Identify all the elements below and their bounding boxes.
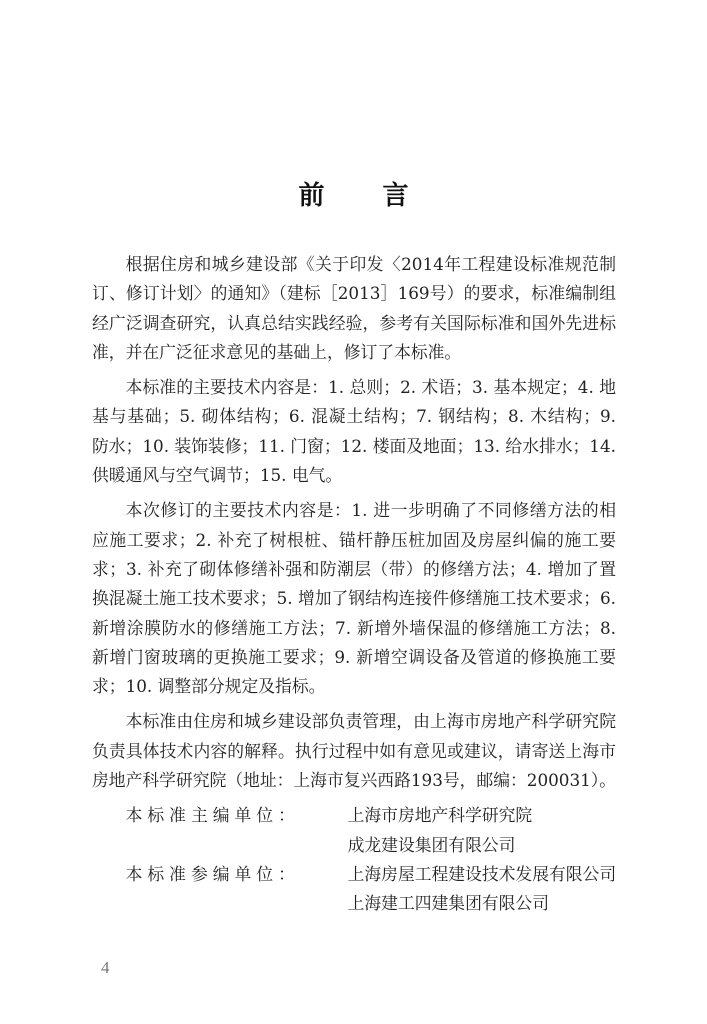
organization-list bbox=[92, 801, 616, 918]
chief-unit-1: 上海市房地产科学研究院 bbox=[347, 805, 533, 826]
chief-unit-2: 成龙建设集团有限公司 bbox=[347, 834, 516, 855]
participating-unit-row-2 bbox=[92, 889, 616, 918]
participating-unit-label: 本标准参编单位： bbox=[125, 863, 300, 884]
participating-unit-2: 上海建工四建集团有限公司 bbox=[347, 893, 549, 914]
page-number: 4 bbox=[101, 958, 110, 977]
paragraph-revision-contents: 本次修订的主要技术内容是：1. 进一步明确了不同修缮方法的相应施工要求；2. 补充了树根桩、锚杆静压桩加固及房屋纠偏的施工要求；3. 补充了砌体修缮补强和防潮层（带）的修缮方法；4. 增加了置换混凝土施工技术要求；5. 增加了钢结构连接件修缮施工技术要求；6. 新增涂膜防水的修缮施工方法；7. 新增外墙保温的修缮施工方法；8. 新增门窗玻璃的更换施工要求；9. 新增空调设备及管道的修换施工要求；10. 调整部分规定及指标。 bbox=[92, 500, 617, 697]
participating-unit-row bbox=[92, 860, 616, 889]
participating-unit-1: 上海房屋工程建设技术发展有限公司 bbox=[347, 863, 617, 884]
page-title: 前言 bbox=[298, 181, 467, 211]
paragraph-management: 本标准由住房和城乡建设部负责管理，由上海市房地产科学研究院负责具体技术内容的解释。执行过程中如有意见或建议，请寄送上海市房地产科学研究院（地址：上海市复兴西路193号，邮编：200031）。 bbox=[92, 711, 617, 791]
preface-body bbox=[92, 250, 616, 919]
chief-unit-label: 本标准主编单位： bbox=[125, 805, 300, 826]
chief-unit-row bbox=[92, 801, 616, 830]
paragraph-main-contents: 本标准的主要技术内容是：1. 总则；2. 术语；3. 基本规定；4. 地基与基础；5. 砌体结构；6. 混凝土结构；7. 钢结构；8. 木结构；9. 防水；10. 装饰装修；11. 门窗；12. 楼面及地面；13. 给水排水；14. 供暖通风与空气调节；15. 电气。 bbox=[92, 377, 616, 486]
chief-unit-row-2 bbox=[92, 831, 616, 860]
paragraph-background: 根据住房和城乡建设部《关于印发〈2014年工程建设标准规范制订、修订计划〉的通知》（建标［2013］169号）的要求，标准编制组经广泛调查研究，认真总结实践经验，参考有关国际标准和国外先进标准，并在广泛征求意见的基础上，修订了本标准。 bbox=[92, 254, 616, 362]
